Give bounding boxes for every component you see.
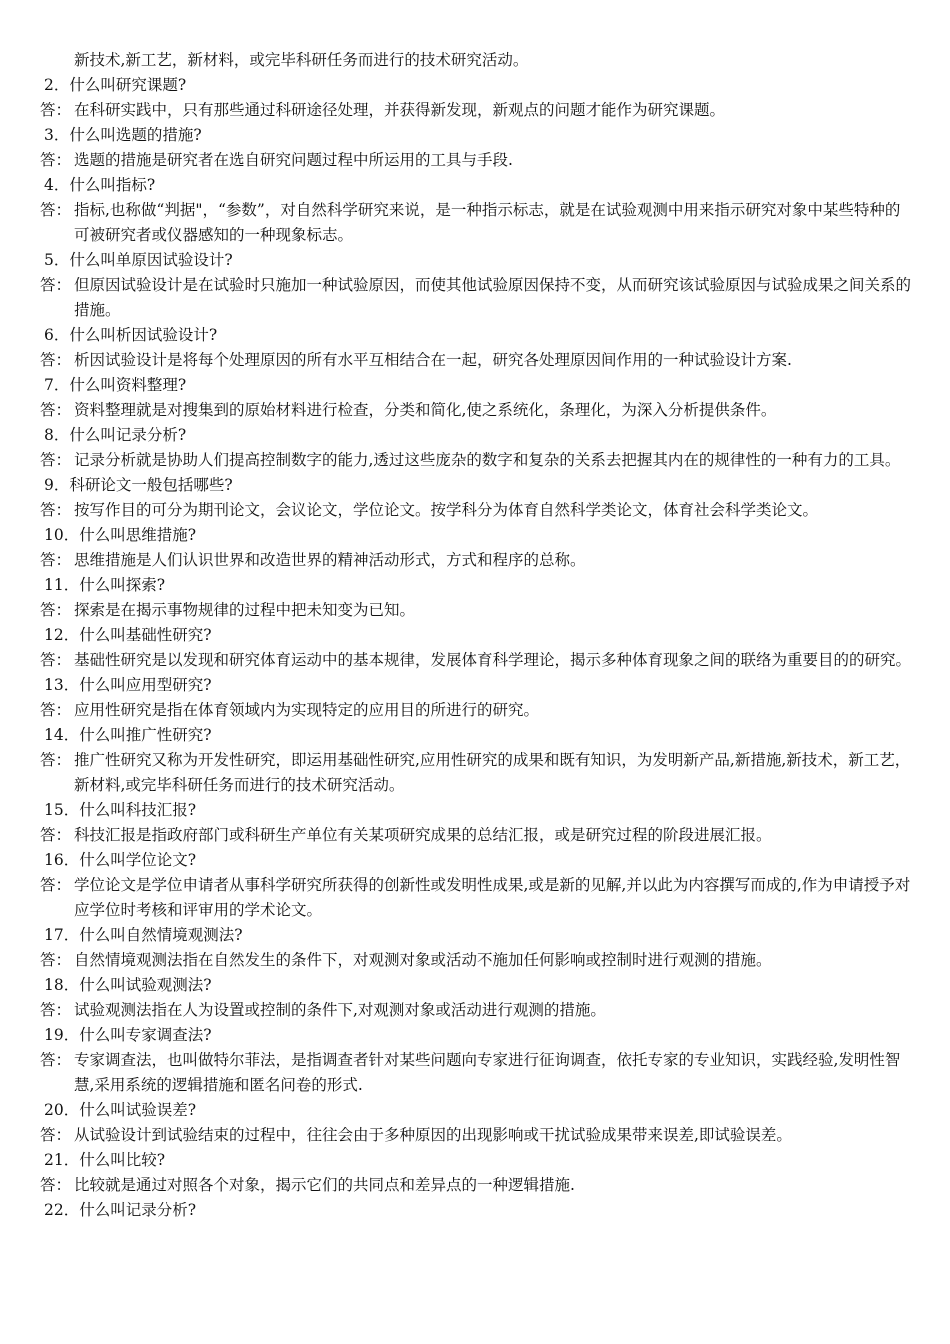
qa-item: [40, 248, 915, 323]
answer: [40, 148, 915, 173]
answer: [40, 273, 915, 323]
answer: [40, 498, 915, 523]
answer-text: 但原因试验设计是在试验时只施加一种试验原因，而使其他试验原因保持不变，从而研究该试验原因与试验成果之间关系的措施。: [74, 276, 912, 319]
answer-text: 在科研实践中，只有那些通过科研途径处理，并获得新发现，新观点的问题才能作为研究课题。: [74, 101, 726, 119]
question: 22．什么叫记录分析?: [44, 1201, 197, 1219]
continuation-line: 新技术,新工艺，新材料，或完毕科研任务而进行的技术研究活动。: [74, 51, 529, 69]
answer-prefix: 答：: [40, 1176, 72, 1194]
answer: [40, 948, 915, 973]
question: 19．什么叫专家调查法?: [44, 1026, 212, 1044]
answer: [40, 748, 915, 798]
answer: [40, 648, 915, 673]
answer-prefix: 答：: [40, 651, 72, 669]
question: 21．什么叫比较?: [44, 1151, 166, 1169]
answer: [40, 548, 915, 573]
qa-item: [40, 473, 915, 523]
answer: [40, 98, 915, 123]
answer-prefix: 答：: [40, 1051, 72, 1069]
qa-item: [40, 123, 915, 173]
question: 9．科研论文一般包括哪些?: [44, 476, 233, 494]
qa-item: [40, 1198, 915, 1223]
question: 2．什么叫研究课题?: [44, 76, 187, 94]
answer: [40, 823, 915, 848]
qa-item: [40, 423, 915, 473]
answer: [40, 198, 915, 248]
answer: [40, 1123, 915, 1148]
answer-text: 推广性研究又称为开发性研究，即运用基础性研究,应用性研究的成果和既有知识，为发明新产品,新措施,新技术，新工艺，新材料,或完毕科研任务而进行的技术研究活动。: [74, 751, 911, 794]
qa-item: [40, 523, 915, 573]
question: 5．什么叫单原因试验设计?: [44, 251, 233, 269]
answer-text: 选题的措施是研究者在选自研究问题过程中所运用的工具与手段.: [74, 151, 513, 169]
question: 12．什么叫基础性研究?: [44, 626, 212, 644]
answer: [40, 873, 915, 923]
answer-text: 析因试验设计是将每个处理原因的所有水平互相结合在一起，研究各处理原因间作用的一种试验设计方案.: [74, 351, 792, 369]
question: 8．什么叫记录分析?: [44, 426, 187, 444]
answer-prefix: 答：: [40, 876, 72, 894]
answer-prefix: 答：: [40, 1126, 72, 1144]
question: 11．什么叫探索?: [44, 576, 166, 594]
question: 13．什么叫应用型研究?: [44, 676, 212, 694]
answer-prefix: 答：: [40, 951, 72, 969]
question: 3．什么叫选题的措施?: [44, 126, 202, 144]
answer-text: 指标,也称做“判据"，“参数”，对自然科学研究来说，是一种指示标志，就是在试验观测中用来指示研究对象中某些特种的可被研究者或仪器感知的一种现象标志。: [74, 201, 901, 244]
answer: [40, 348, 915, 373]
qa-list: [40, 48, 915, 1223]
answer-prefix: 答：: [40, 451, 72, 469]
answer-prefix: 答：: [40, 1001, 72, 1019]
answer: [40, 398, 915, 423]
answer-prefix: 答：: [40, 151, 72, 169]
qa-item: [40, 973, 915, 1023]
question: 7．什么叫资料整理?: [44, 376, 187, 394]
qa-item: [40, 573, 915, 623]
qa-items: [40, 73, 915, 1223]
qa-item: [40, 1098, 915, 1148]
qa-item: [40, 173, 915, 248]
answer: [40, 448, 915, 473]
question: 17．什么叫自然情境观测法?: [44, 926, 243, 944]
answer-text: 按写作目的可分为期刊论文，会议论文，学位论文。按学科分为体育自然科学类论文，体育社会科学类论文。: [74, 501, 819, 519]
answer-prefix: 答：: [40, 826, 72, 844]
answer-text: 学位论文是学位申请者从事科学研究所获得的创新性或发明性成果,或是新的见解,并以此为内容撰写而成的,作为申请授予对应学位时考核和评审用的学术论文。: [74, 876, 911, 919]
answer-text: 专家调查法，也叫做特尔菲法，是指调查者针对某些问题向专家进行征询调查，依托专家的专业知识，实践经验,发明性智慧,采用系统的逻辑措施和匿名问卷的形式.: [74, 1051, 901, 1094]
answer-text: 应用性研究是指在体育领域内为实现特定的应用目的所进行的研究。: [74, 701, 540, 719]
answer-prefix: 答：: [40, 701, 72, 719]
question: 10．什么叫思维措施?: [44, 526, 197, 544]
answer-text: 科技汇报是指政府部门或科研生产单位有关某项研究成果的总结汇报，或是研究过程的阶段进展汇报。: [74, 826, 772, 844]
question: 16．什么叫学位论文?: [44, 851, 197, 869]
answer: [40, 698, 915, 723]
qa-item: [40, 1148, 915, 1198]
answer-prefix: 答：: [40, 101, 72, 119]
question: 6．什么叫析因试验设计?: [44, 326, 218, 344]
qa-item: [40, 673, 915, 723]
answer: [40, 1048, 915, 1098]
answer-prefix: 答：: [40, 201, 72, 219]
answer-prefix: 答：: [40, 751, 72, 769]
question: 18．什么叫试验观测法?: [44, 976, 212, 994]
qa-item: [40, 323, 915, 373]
question: 15．什么叫科技汇报?: [44, 801, 197, 819]
qa-item: [40, 623, 915, 673]
answer: [40, 998, 915, 1023]
question: 20．什么叫试验误差?: [44, 1101, 197, 1119]
answer-text: 探索是在揭示事物规律的过程中把未知变为已知。: [74, 601, 416, 619]
answer-prefix: 答：: [40, 601, 72, 619]
answer: [40, 1173, 915, 1198]
qa-item: [40, 798, 915, 848]
qa-item: [40, 1023, 915, 1098]
answer-text: 比较就是通过对照各个对象，揭示它们的共同点和差异点的一种逻辑措施.: [74, 1176, 575, 1194]
answer-text: 试验观测法指在人为设置或控制的条件下,对观测对象或活动进行观测的措施。: [74, 1001, 606, 1019]
answer-prefix: 答：: [40, 351, 72, 369]
answer-prefix: 答：: [40, 276, 72, 294]
answer-text: 自然情境观测法指在自然发生的条件下，对观测对象或活动不施加任何影响或控制时进行观测的措施。: [74, 951, 772, 969]
answer: [40, 598, 915, 623]
qa-item: [40, 73, 915, 123]
question: 4．什么叫指标?: [44, 176, 156, 194]
answer-prefix: 答：: [40, 501, 72, 519]
qa-item: [40, 373, 915, 423]
answer-text: 资料整理就是对搜集到的原始材料进行检查，分类和简化,使之系统化，条理化，为深入分析提供条件。: [74, 401, 777, 419]
qa-item: [40, 848, 915, 923]
answer-prefix: 答：: [40, 401, 72, 419]
answer-text: 思维措施是人们认识世界和改造世界的精神活动形式，方式和程序的总称。: [74, 551, 586, 569]
answer-prefix: 答：: [40, 551, 72, 569]
answer-text: 从试验设计到试验结束的过程中，往往会由于多种原因的出现影响或干扰试验成果带来误差,即试验误差。: [74, 1126, 792, 1144]
qa-item: [40, 723, 915, 798]
qa-item: [40, 923, 915, 973]
answer-text: 基础性研究是以发现和研究体育运动中的基本规律，发展体育科学理论，揭示多种体育现象之间的联络为重要目的的研究。: [74, 651, 912, 669]
answer-text: 记录分析就是协助人们提高控制数字的能力,透过这些庞杂的数字和复杂的关系去把握其内在的规律性的一种有力的工具。: [74, 451, 901, 469]
question: 14．什么叫推广性研究?: [44, 726, 212, 744]
